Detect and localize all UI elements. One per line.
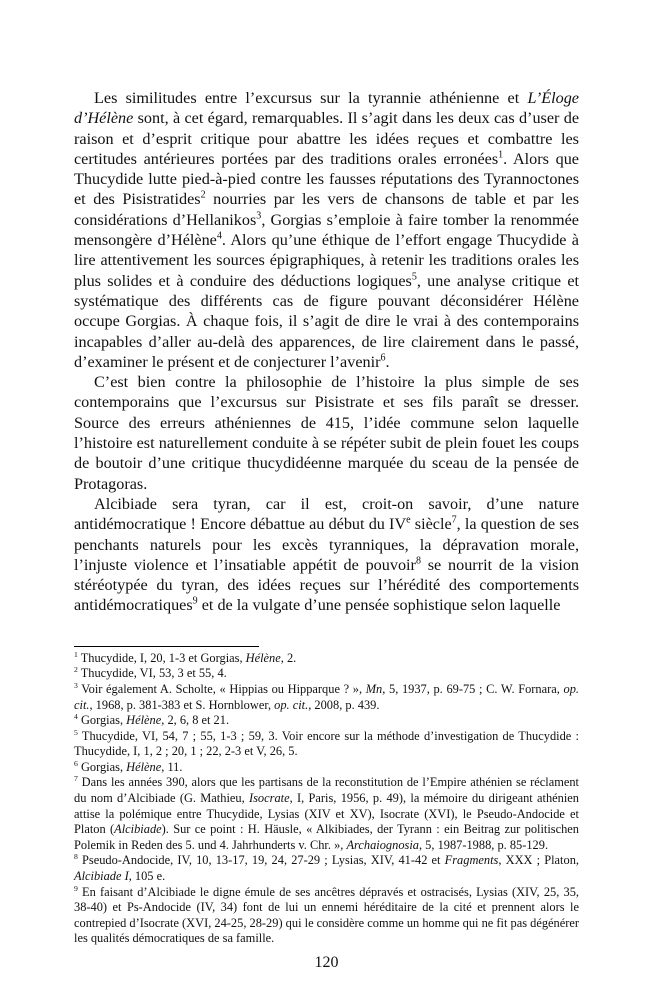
page-number: 120 — [314, 954, 339, 971]
text-run: . Alors que Thucydide lutte pied-à-pied contre les fausses réputations des Tyrannoctones et des Pisistratides — [74, 149, 579, 209]
italic-text: Hélène — [245, 650, 281, 665]
text-run: , 5, 1937, p. 69-75 ; C. W. Fornara, — [382, 681, 564, 696]
italic-text: Alcibiade — [114, 822, 162, 837]
text-run: , XXX ; Platon, — [498, 853, 579, 868]
text-run: Gorgias, — [77, 713, 127, 728]
footnote-ref: 7 — [74, 774, 78, 784]
footnote-ref: 8 — [415, 555, 421, 567]
footnote — [74, 775, 579, 853]
footnote-ref: 6 — [380, 352, 386, 364]
paragraph — [74, 88, 579, 372]
footnote — [74, 760, 579, 776]
text-run: , 2008, p. 439. — [308, 697, 380, 712]
text-run: Dans les années 390, alors que les partisans de la reconstitution de l’Empire athénien se réclament du nom d’Alcibiade (G. Mathieu, — [74, 775, 579, 806]
footnotes — [74, 651, 579, 947]
footnote-separator — [74, 646, 259, 647]
footnote-ref: 1 — [74, 649, 78, 659]
text-run: et de la vulgate d’une pensée sophistique selon laquelle — [197, 596, 561, 615]
footnote-ref: 5 — [74, 727, 78, 737]
italic-text: Isocrate — [248, 791, 290, 806]
paragraph — [74, 494, 579, 616]
paragraph — [74, 372, 579, 494]
italic-text: op. cit. — [274, 697, 309, 712]
text-run: ). Sur ce point : H. Häusle, « Alkibiades, der Tyrann : ein Beitrag zur politischen Polemik in Reden des 5. und 4. Jahrhunderts v. Chr. », — [74, 822, 579, 852]
text-run: , 2, 6, 8 et 21. — [161, 713, 230, 728]
text-run: sont, à cet égard, remarquables. Il s’agit dans les deux cas d’user de raison et d’esprit critique pour abattre les idées reçues et combattre les certitudes antérieures portées par des traditions orales erronées — [74, 109, 579, 168]
footnote-ref: 9 — [74, 883, 78, 893]
footnote-ref: 9 — [192, 596, 198, 608]
text-run: Alcibiade sera tyran, car il est, croit-on savoir, d’une nature antidémocratique ! Encore débattue au début du IV — [74, 494, 579, 534]
text-run: , 11. — [161, 759, 183, 774]
text-run: , 1968, p. 381-383 et S. Hornblower, — [89, 697, 275, 712]
footnote — [74, 713, 579, 729]
footnote-ref: 6 — [74, 758, 78, 768]
text-run: Thucydide, I, 20, 1-3 et Gorgias, — [77, 650, 246, 665]
footnote — [74, 666, 579, 682]
body-text — [74, 88, 579, 616]
text-run: , la question de ses penchants naturels pour les excès tyranniques, la dépravation morale, l’injuste violence et l’insatiable appétit de pouvoir — [74, 515, 579, 574]
footnote-ref: 4 — [74, 711, 78, 721]
text-run: En faisant d’Alcibiade le digne émule de ses ancêtres dépravés et ostracisés, Lysias (XIV, 25, 35, 38-40) et Ps-Andocide (IV, 34) font de lui un ennemi héréditaire de la cité et prennent alors le contrepied d’Isocrate (XVI, 24-25, 28-29) qui le considère comme un homme qui ne fit pas dégénérer les qualités démocratiques de sa famille. — [74, 884, 579, 946]
footnote-ref: 3 — [256, 210, 262, 222]
footnote — [74, 651, 579, 667]
footnote-ref: 2 — [200, 190, 206, 202]
text-run: Thucydide, VI, 53, 3 et 55, 4. — [77, 666, 227, 681]
text-run: , 105 e. — [128, 869, 166, 884]
text-run: nourries par les vers de chansons de table et par les considérations d’Hellanikos — [74, 190, 579, 229]
text-run: se nourrit de la vision stéréotypée du tyran, des idées reçues sur l’hérédité des comportements antidémocratiques — [74, 555, 580, 615]
italic-text: Alcibiade I — [74, 869, 129, 884]
text-run: Voir également A. Scholte, « Hippias ou Hipparque ? », — [77, 681, 366, 696]
text-run: . — [385, 352, 390, 371]
footnote-ref: 7 — [451, 514, 457, 526]
footnote-ref: e — [406, 514, 411, 526]
text-run: C’est bien contre la philosophie de l’histoire la plus simple de ses contemporains que l’excursus sur Pisistrate et ses fils paraît se dresser. Source des erreurs athéniennes de 415, l’idée commune selon laquelle l’histoire est naturellement conduite à se répéter subit de plein fouet les coups de boutoir d’une critique thucydidéenne marquée du sceau de la pensée de Protagoras. — [74, 373, 579, 493]
footnote — [74, 729, 579, 760]
italic-text: Archaiognosia — [346, 837, 419, 852]
footnote-ref: 2 — [74, 665, 78, 675]
footnote-ref: 1 — [498, 149, 504, 161]
footnote-ref: 4 — [216, 230, 222, 242]
text-run: Pseudo-Andocide, IV, 10, 13-17, 19, 24, 27-29 ; Lysias, XIV, 41-42 et — [77, 853, 445, 868]
text-run: Gorgias, — [77, 759, 127, 774]
text-run: Les similitudes entre l’excursus sur la tyrannie athénienne et — [94, 89, 528, 107]
italic-text: Mn — [365, 681, 383, 696]
footnote-ref: 8 — [74, 852, 78, 862]
text-run: , une analyse critique et systématique des différents cas de figure pouvant déconsidérer Hélène occupe Gorgias. À chaque fois, il s’agit de dire le vrai à des contemporains incapables d’aller au-delà des apparences, de lire clairement dans le passé, d’examiner le présent et de conjecturer l’avenir — [74, 271, 580, 371]
text-run: . Alors qu’une éthique de l’effort engage Thucydide à lire attentivement les sources épigraphiques, à retenir les traditions orales les plus solides et à conduire des déductions logiques — [74, 231, 579, 290]
footnote-ref: 3 — [74, 680, 78, 690]
text-run: , I, Paris, 1956, p. 49), la mémoire du dirigeant athénien attise la polémique entre Thucydide, Lysias (XIV et XV), Isocrate (XVI), le Pseudo-Andocide et Platon ( — [74, 791, 579, 837]
text-run: siècle — [410, 515, 452, 534]
italic-text: op. cit. — [74, 681, 579, 712]
footnote — [74, 853, 579, 884]
italic-text: Hélène — [126, 759, 162, 774]
text-run: Thucydide, VI, 54, 7 ; 55, 1-3 ; 59, 3. Voir encore sur la méthode d’investigation de Thucydide : Thucydide, I, 1, 2 ; 20, 1 ; 22, 2-3 et V, 26, 5. — [74, 728, 579, 759]
footnote — [74, 885, 579, 947]
text-run: , Gorgias s’emploie à faire tomber la renommée mensongère d’Hélène — [74, 210, 579, 250]
text-run: , 5, 1987-1988, p. 85-129. — [418, 837, 549, 852]
italic-text: Hélène — [126, 713, 162, 728]
italic-text: L’Éloge d’Hélène — [74, 89, 579, 128]
text-run: , 2. — [280, 650, 297, 665]
footnote — [74, 682, 579, 713]
footnote-ref: 5 — [411, 271, 417, 283]
italic-text: Fragments — [444, 853, 499, 868]
